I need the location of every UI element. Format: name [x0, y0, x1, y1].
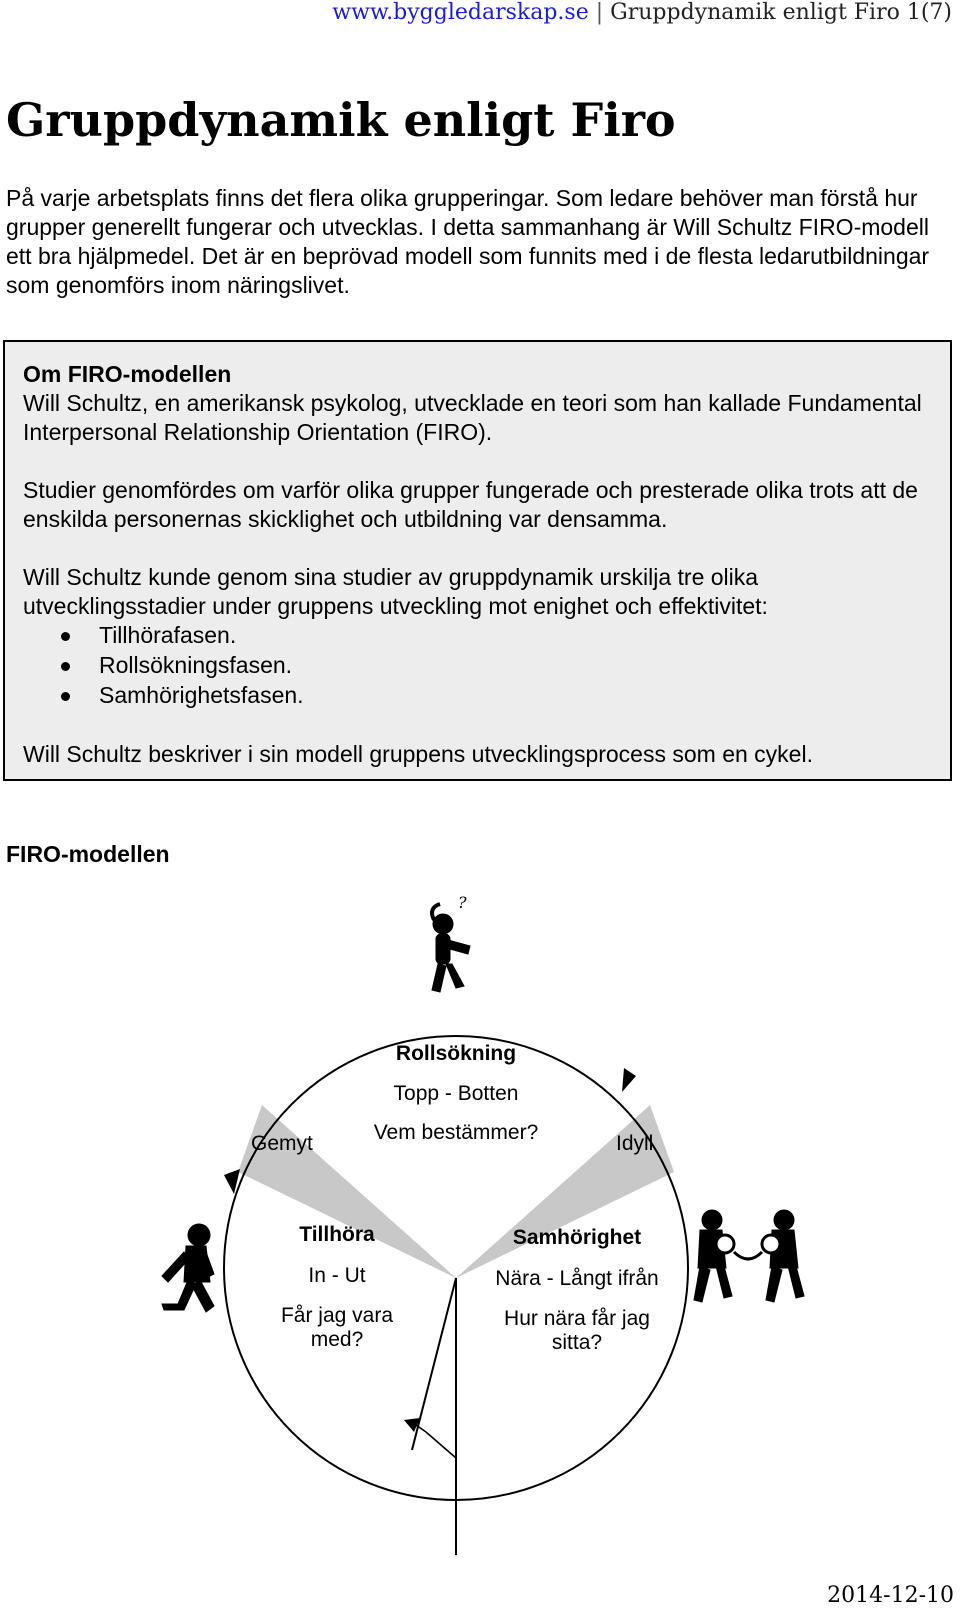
- pair-figures-icon: [694, 1210, 804, 1302]
- question-mark: ?: [458, 893, 467, 912]
- rollsokning-title: Rollsökning: [395, 1042, 517, 1065]
- site-link[interactable]: www.byggledarskap.se: [332, 0, 589, 25]
- footer-date: 2014-12-10: [827, 1583, 954, 1608]
- info-box-paragraph-2: Studier genomfördes om varför olika grupper fungerade och presterade olika trots att de enskilda personernas skicklighet och utbildning var densamma.: [23, 477, 918, 532]
- intro-paragraph: På varje arbetsplats finns det flera olika grupperingar. Som ledare behöver man förstå hur grupper generellt fungerar och utvecklas. I detta sammanhang är Will Schultz FIRO-modell ett bra hjälpmedel. Det är en beprövad modell som funnits med i de flesta ledarutbildningar som genomförs inom näringslivet.: [6, 185, 930, 298]
- samhorighet-line-1: Nära - Långt ifrån: [495, 1267, 659, 1290]
- tillhora-line-2a: Får jag vara: [280, 1304, 394, 1327]
- walking-figure-icon: [162, 1224, 214, 1312]
- bullet-icon: [61, 662, 70, 671]
- gemyt-label: Gemyt: [251, 1132, 313, 1155]
- samhorighet-line-2a: Hur nära får jag: [504, 1307, 650, 1330]
- phase-label: Rollsökningsfasen.: [99, 652, 293, 678]
- phase-label: Samhörighetsfasen.: [99, 682, 304, 708]
- tillhora-line-1: In - Ut: [308, 1264, 366, 1287]
- phase-list-item: [23, 651, 932, 681]
- info-box: [3, 340, 952, 781]
- section-title: FIRO-modellen: [6, 841, 170, 867]
- thinking-figure-icon: [432, 904, 470, 992]
- start-arrow-bend: [416, 1425, 456, 1458]
- page-header: [0, 0, 952, 26]
- cycle-arrow-top-right-icon: [622, 1068, 636, 1092]
- tillhora-title: Tillhöra: [299, 1223, 375, 1246]
- divider-left: [412, 1278, 456, 1450]
- info-box-paragraph-4: Will Schultz beskriver i sin modell gruppens utvecklingsprocess som en cykel.: [23, 741, 813, 767]
- info-box-title: Om FIRO-modellen: [23, 361, 232, 387]
- bullet-icon: [61, 692, 70, 701]
- phase-list-item: [23, 681, 932, 711]
- header-separator: |: [595, 0, 604, 25]
- rollsokning-line-1: Topp - Botten: [393, 1082, 519, 1105]
- bullet-icon: [61, 632, 70, 641]
- idyll-label: Idyll: [616, 1132, 654, 1155]
- samhorighet-title: Samhörighet: [512, 1226, 642, 1249]
- samhorighet-line-2b: sitta?: [551, 1331, 603, 1354]
- header-doc-page: Gruppdynamik enligt Firo 1(7): [610, 0, 952, 25]
- phase-label: Tillhörafasen.: [99, 622, 237, 648]
- page-title: Gruppdynamik enligt Firo: [6, 93, 676, 147]
- rollsokning-line-2: Vem bestämmer?: [373, 1121, 539, 1144]
- firo-cycle-diagram: [0, 880, 960, 1570]
- info-box-paragraph-1: Will Schultz, en amerikansk psykolog, utvecklade en teori som han kallade Fundamental Interpersonal Relationship Orientation (FIRO).: [23, 390, 922, 445]
- phase-list-item: [23, 621, 932, 651]
- info-box-paragraph-3: Will Schultz kunde genom sina studier av gruppdynamik urskilja tre olika utvecklingsstadier under gruppens utveckling mot enighet och effektivitet:: [23, 564, 768, 619]
- phase-list: [23, 621, 932, 711]
- tillhora-line-2b: med?: [310, 1328, 364, 1351]
